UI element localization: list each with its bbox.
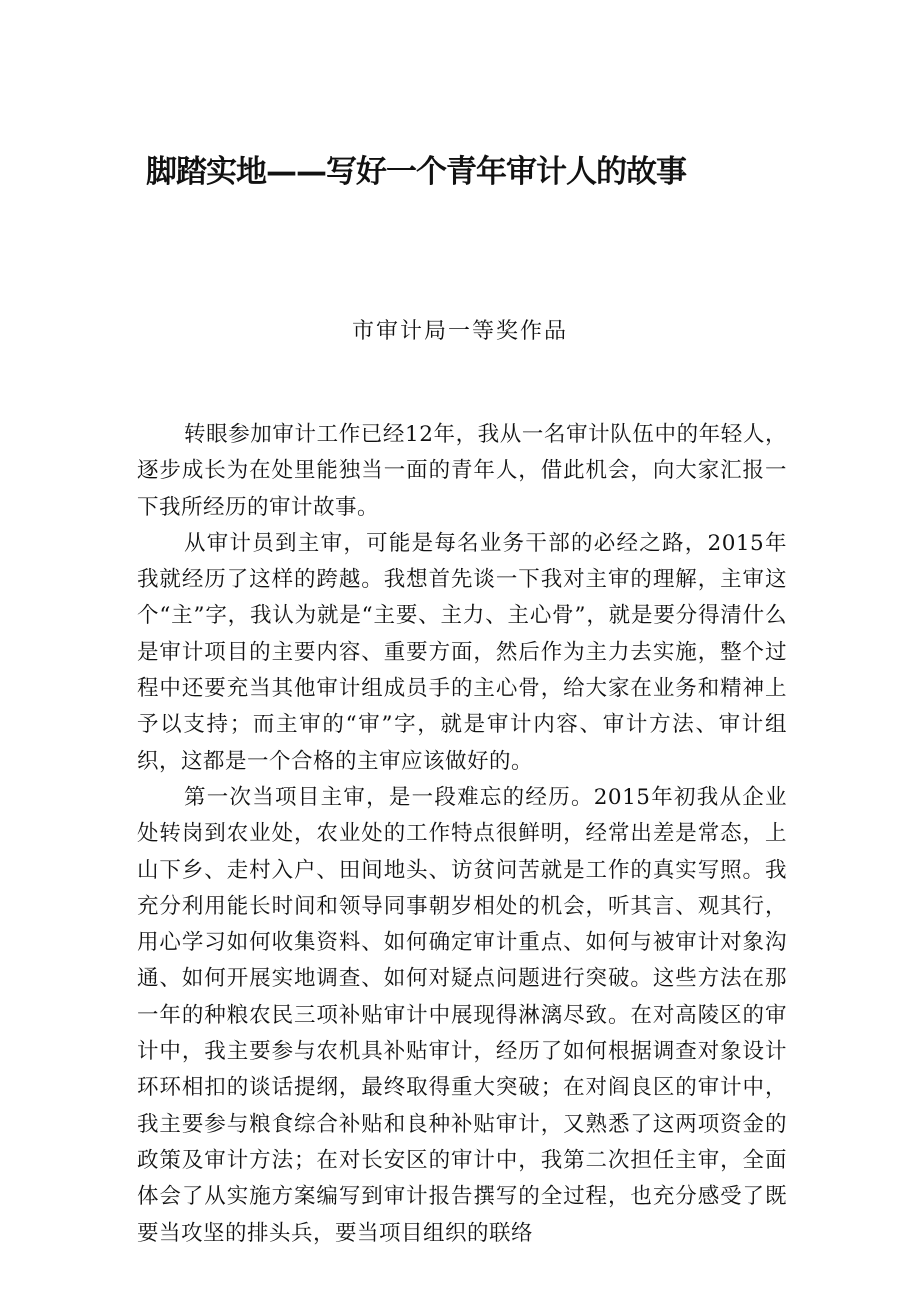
document-subtitle: 市审计局一等奖作品 xyxy=(351,319,568,344)
paragraph-1: 转眼参加审计工作已经12年，我从一名审计队伍中的年轻人，逐步成长为在处里能独当一面的青年人，借此机会，向大家汇报一下我所经历的审计故事。 xyxy=(137,422,787,520)
document-body xyxy=(137,417,787,1252)
document-title: 脚踏实地——写好一个青年审计人的故事 xyxy=(146,154,686,190)
paragraph-3: 第一次当项目主审，是一段难忘的经历。2015年初我从企业处转岗到农业处，农业处的工作特点很鲜明，经常出差是常态，上山下乡、走村入户、田间地头、访贫问苦就是工作的真实写照。我充分利用能长时间和领导同事朝岁相处的机会，听其言、观其行，用心学习如何收集资料、如何确定审计重点、如何与被审计对象沟通、如何开展实地调查、如何对疑点问题进行突破。这些方法在那一年的种粮农民三项补贴审计中展现得淋漓尽致。在对高陵区的审计中，我主要参与农机具补贴审计，经历了如何根据调查对象设计环环相扣的谈话提纲，最终取得重大突破；在对阎良区的审计中，我主要参与粮食综合补贴和良种补贴审计，又熟悉了这两项资金的政策及审计方法；在对长安区的审计中，我第二次担任主审，全面体会了从实施方案编写到审计报告撰写的全过程，也充分感受了既要当攻坚的排头兵，要当项目组织的联络 xyxy=(137,784,787,1246)
paragraph-2: 从审计员到主审，可能是每名业务干部的必经之路，2015年我就经历了这样的跨越。我想首先谈一下我对主审的理解，主审这个“主”字，我认为就是“主要、主力、主心骨”，就是要分得清什么是审计项目的主要内容、重要方面，然后作为主力去实施，整个过程中还要充当其他审计组成员手的主心骨，给大家在业务和精神上予以支持；而主审的“审”字，就是审计内容、审计方法、审计组织，这都是一个合格的主审应该做好的。 xyxy=(137,530,787,774)
